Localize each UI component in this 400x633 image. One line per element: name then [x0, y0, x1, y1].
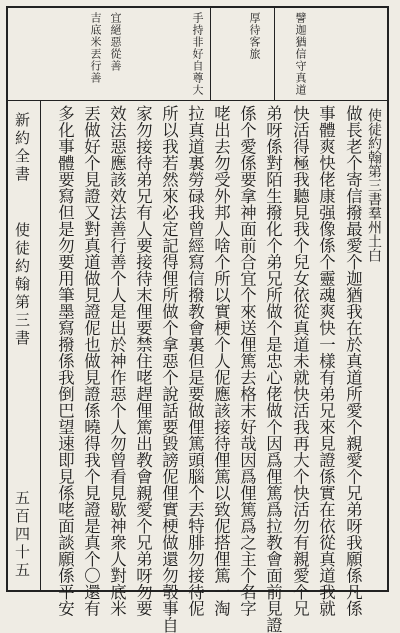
header-divider — [274, 6, 275, 100]
head-note: 吉底米丟行善 — [89, 12, 102, 84]
text-column: 丟做好个見證又對真道做見證伲也做見證係曉得我个見證是真个〇還有 — [81, 105, 101, 617]
page-number: 五百四十五 — [13, 490, 31, 580]
head-note: 手持非好自尊大 — [191, 12, 204, 96]
text-column: 弟呀係對陌生撥化个弟兄所做个是忠心佬做个因爲俚篤爲拉教會面前見證 — [263, 105, 283, 633]
text-column: 多化事體要寫但是勿要用筆墨寫撥係我倒巴望速即見係咾面談願係平安 — [55, 105, 75, 617]
text-column: 咾出去勿受外邦人啥个所以實梗个人伲應該接待俚篤以致伲搭俚篤一淘 — [211, 105, 231, 617]
text-column: 家勿接待弟兄有人要接待末俚要禁住咾趕俚篤出教會親愛个兄弟呀勿要 — [133, 105, 153, 617]
text-column: 快活得極我聽見我个兒女依從真道未就快活我再大个快活勿有親愛个兄 — [290, 105, 310, 617]
head-note: 厚待客旅 — [248, 12, 261, 60]
text-column: 事體爽快佬康强像係个靈魂爽快一樣有弟兄來見證係實在依從真道我就 — [316, 105, 336, 617]
text-column: 做長老个寄信撥最愛个迦猶我在於真道所愛个親愛个兄弟呀我願係凡係 — [343, 105, 363, 617]
header-rule — [6, 100, 389, 101]
book-subtitle: 使徒約翰第三書 — [13, 222, 31, 348]
page-title: 使徒約翰第三書羣州土白 — [366, 108, 382, 262]
book-label: 新約全書 — [13, 112, 31, 184]
text-column: 所以我若然來必定記得俚所做个拿惡个說話要毀謗伲俚實梗做還勿彀事自 — [159, 105, 179, 633]
margin-rule — [40, 100, 41, 592]
text-column: 係个愛係要拿神面前合宜个來送俚篤去格末好哉因爲俚篤爲之主个名字 — [237, 105, 257, 617]
head-note: 譬迦猶信守真道 — [294, 12, 307, 96]
text-column: 拉真道裏勞碌我曾經寫信撥教會裏但是要做俚篤頭腦个丟特腓勿接待伲 — [185, 105, 205, 617]
text-column: 效法惡應該效法善行善个人是出於神作惡个人勿曾看見歇神衆人對底米 — [107, 105, 127, 617]
header-divider — [210, 6, 211, 100]
head-note: 宜絕惡從善 — [109, 12, 122, 72]
